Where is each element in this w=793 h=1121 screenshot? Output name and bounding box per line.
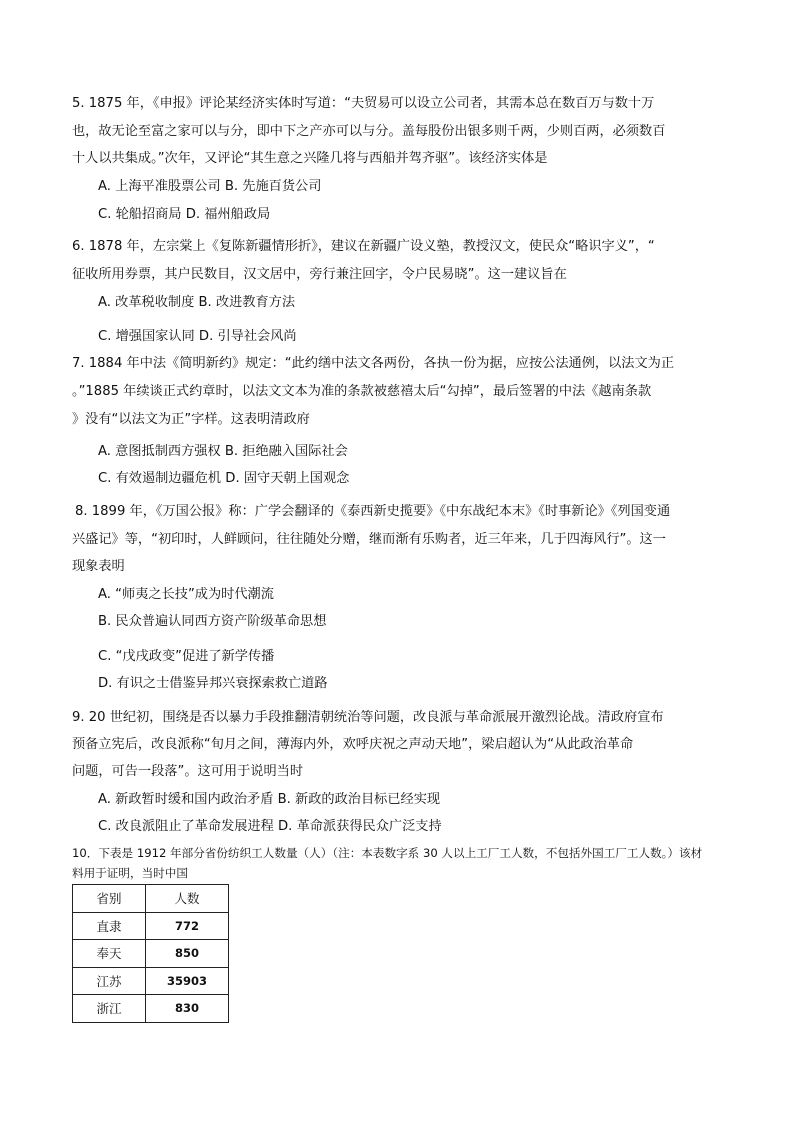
q9-stem-line-1: 9. 20 世纪初，围绕是否以暴力手段推翻清朝统治等问题，改良派与革命派展开激烈论战。清政府宣布	[72, 710, 664, 725]
q8-option-a: A. “师夷之长技”成为时代潮流	[98, 587, 274, 602]
q7-options-ab: A. 意图抵制西方强权 B. 拒绝融入国际社会	[98, 444, 348, 459]
q10-stem-line-2: 料用于证明，当时中国	[72, 866, 188, 880]
table-row	[73, 940, 229, 968]
q9-stem-line-2: 预备立宪后，改良派称“旬月之间，薄海内外，欢呼庆祝之声动天地”，梁启超认为“从此政治革命	[72, 737, 634, 752]
q7-options-cd: C. 有效遏制边疆危机 D. 固守天朝上国观念	[98, 471, 350, 486]
q8-stem-line-3: 现象表明	[72, 559, 125, 574]
q8-option-b: B. 民众普遍认同西方资产阶级革命思想	[98, 614, 327, 629]
q5-stem-line-1: 5. 1875 年，《申报》评论某经济实体时写道：“夫贸易可以设立公司者，其需本总在数百万与数十万	[72, 96, 655, 111]
table-cell-count: 35903	[146, 967, 229, 995]
q8-option-d: D. 有识之士借鉴异邦兴衰探索救亡道路	[98, 676, 328, 691]
q9-options-ab: A. 新政暂时缓和国内政治矛盾 B. 新政的政治目标已经实现	[98, 792, 441, 807]
q9-stem-line-3: 问题，可告一段落”。这可用于说明当时	[72, 764, 304, 779]
table-row	[73, 912, 229, 940]
table-header-count: 人数	[146, 885, 229, 913]
table-row	[73, 995, 229, 1023]
q5-stem-line-3: 十人以共集成。”次年，又评论“其生意之兴隆几将与西船并驾齐驱”。该经济实体是	[72, 151, 548, 166]
table-cell-province: 江苏	[73, 967, 146, 995]
table-cell-count: 772	[146, 912, 229, 940]
q5-options-ab: A. 上海平准股票公司 B. 先施百货公司	[98, 179, 322, 194]
q5-stem-line-2: 也，故无论至富之家可以与分，即中下之产亦可以与分。盖每股份出银多则千两，少则百两，必须数百	[72, 124, 666, 139]
table-cell-count: 850	[146, 940, 229, 968]
q7-stem-line-1: 7. 1884 年中法《简明新约》规定：“此约缮中法文各两份，各执一份为据，应按公法通例，以法文为正	[72, 356, 675, 371]
q8-stem-line-1: 8. 1899 年，《万国公报》称：广学会翻译的《泰西新史揽要》《中东战纪本末》《时事新论》《列国变通	[75, 504, 671, 519]
q8-stem-line-2: 兴盛记》等，“初印时，人鲜顾问，往往随处分赠，继而渐有乐购者，近三年来，几于四海风行”。这一	[72, 532, 666, 547]
q6-options-cd: C. 增强国家认同 D. 引导社会风尚	[98, 329, 297, 344]
table-row	[73, 967, 229, 995]
q6-stem-line-1: 6. 1878 年，左宗棠上《复陈新疆情形折》，建议在新疆广设义塾，教授汉文，使民众“略识字义”，“	[72, 239, 655, 254]
table-header-province: 省别	[73, 885, 146, 913]
table-header-row	[73, 885, 229, 913]
q10-stem-line-1: 10．下表是 1912 年部分省份纺织工人数量（人）（注：本表数字系 30 人以上工厂工人数，不包括外国工厂工人数。）该材	[72, 846, 703, 860]
table-cell-count: 830	[146, 995, 229, 1023]
q6-stem-line-2: 征收所用券票，其户民数目，汉文居中，旁行兼注回字，令户民易晓”。这一建议旨在	[72, 267, 567, 282]
table-cell-province: 直隶	[73, 912, 146, 940]
table-cell-province: 奉天	[73, 940, 146, 968]
q7-stem-line-3: 》没有“以法文为正”字样。这表明清政府	[72, 412, 310, 427]
q5-options-cd: C. 轮船招商局 D. 福州船政局	[98, 207, 271, 222]
table-cell-province: 浙江	[73, 995, 146, 1023]
q8-option-c: C. “戊戌政变”促进了新学传播	[98, 649, 275, 664]
q7-stem-line-2: 。”1885 年续谈正式约章时，以法文文本为准的条款被慈禧太后“勾掉”，最后签署的中法《越南条款	[72, 384, 652, 399]
textile-workers-table	[72, 884, 229, 1023]
q6-options-ab: A. 改革税收制度 B. 改进教育方法	[98, 295, 296, 310]
q9-options-cd: C. 改良派阻止了革命发展进程 D. 革命派获得民众广泛支持	[98, 819, 442, 834]
